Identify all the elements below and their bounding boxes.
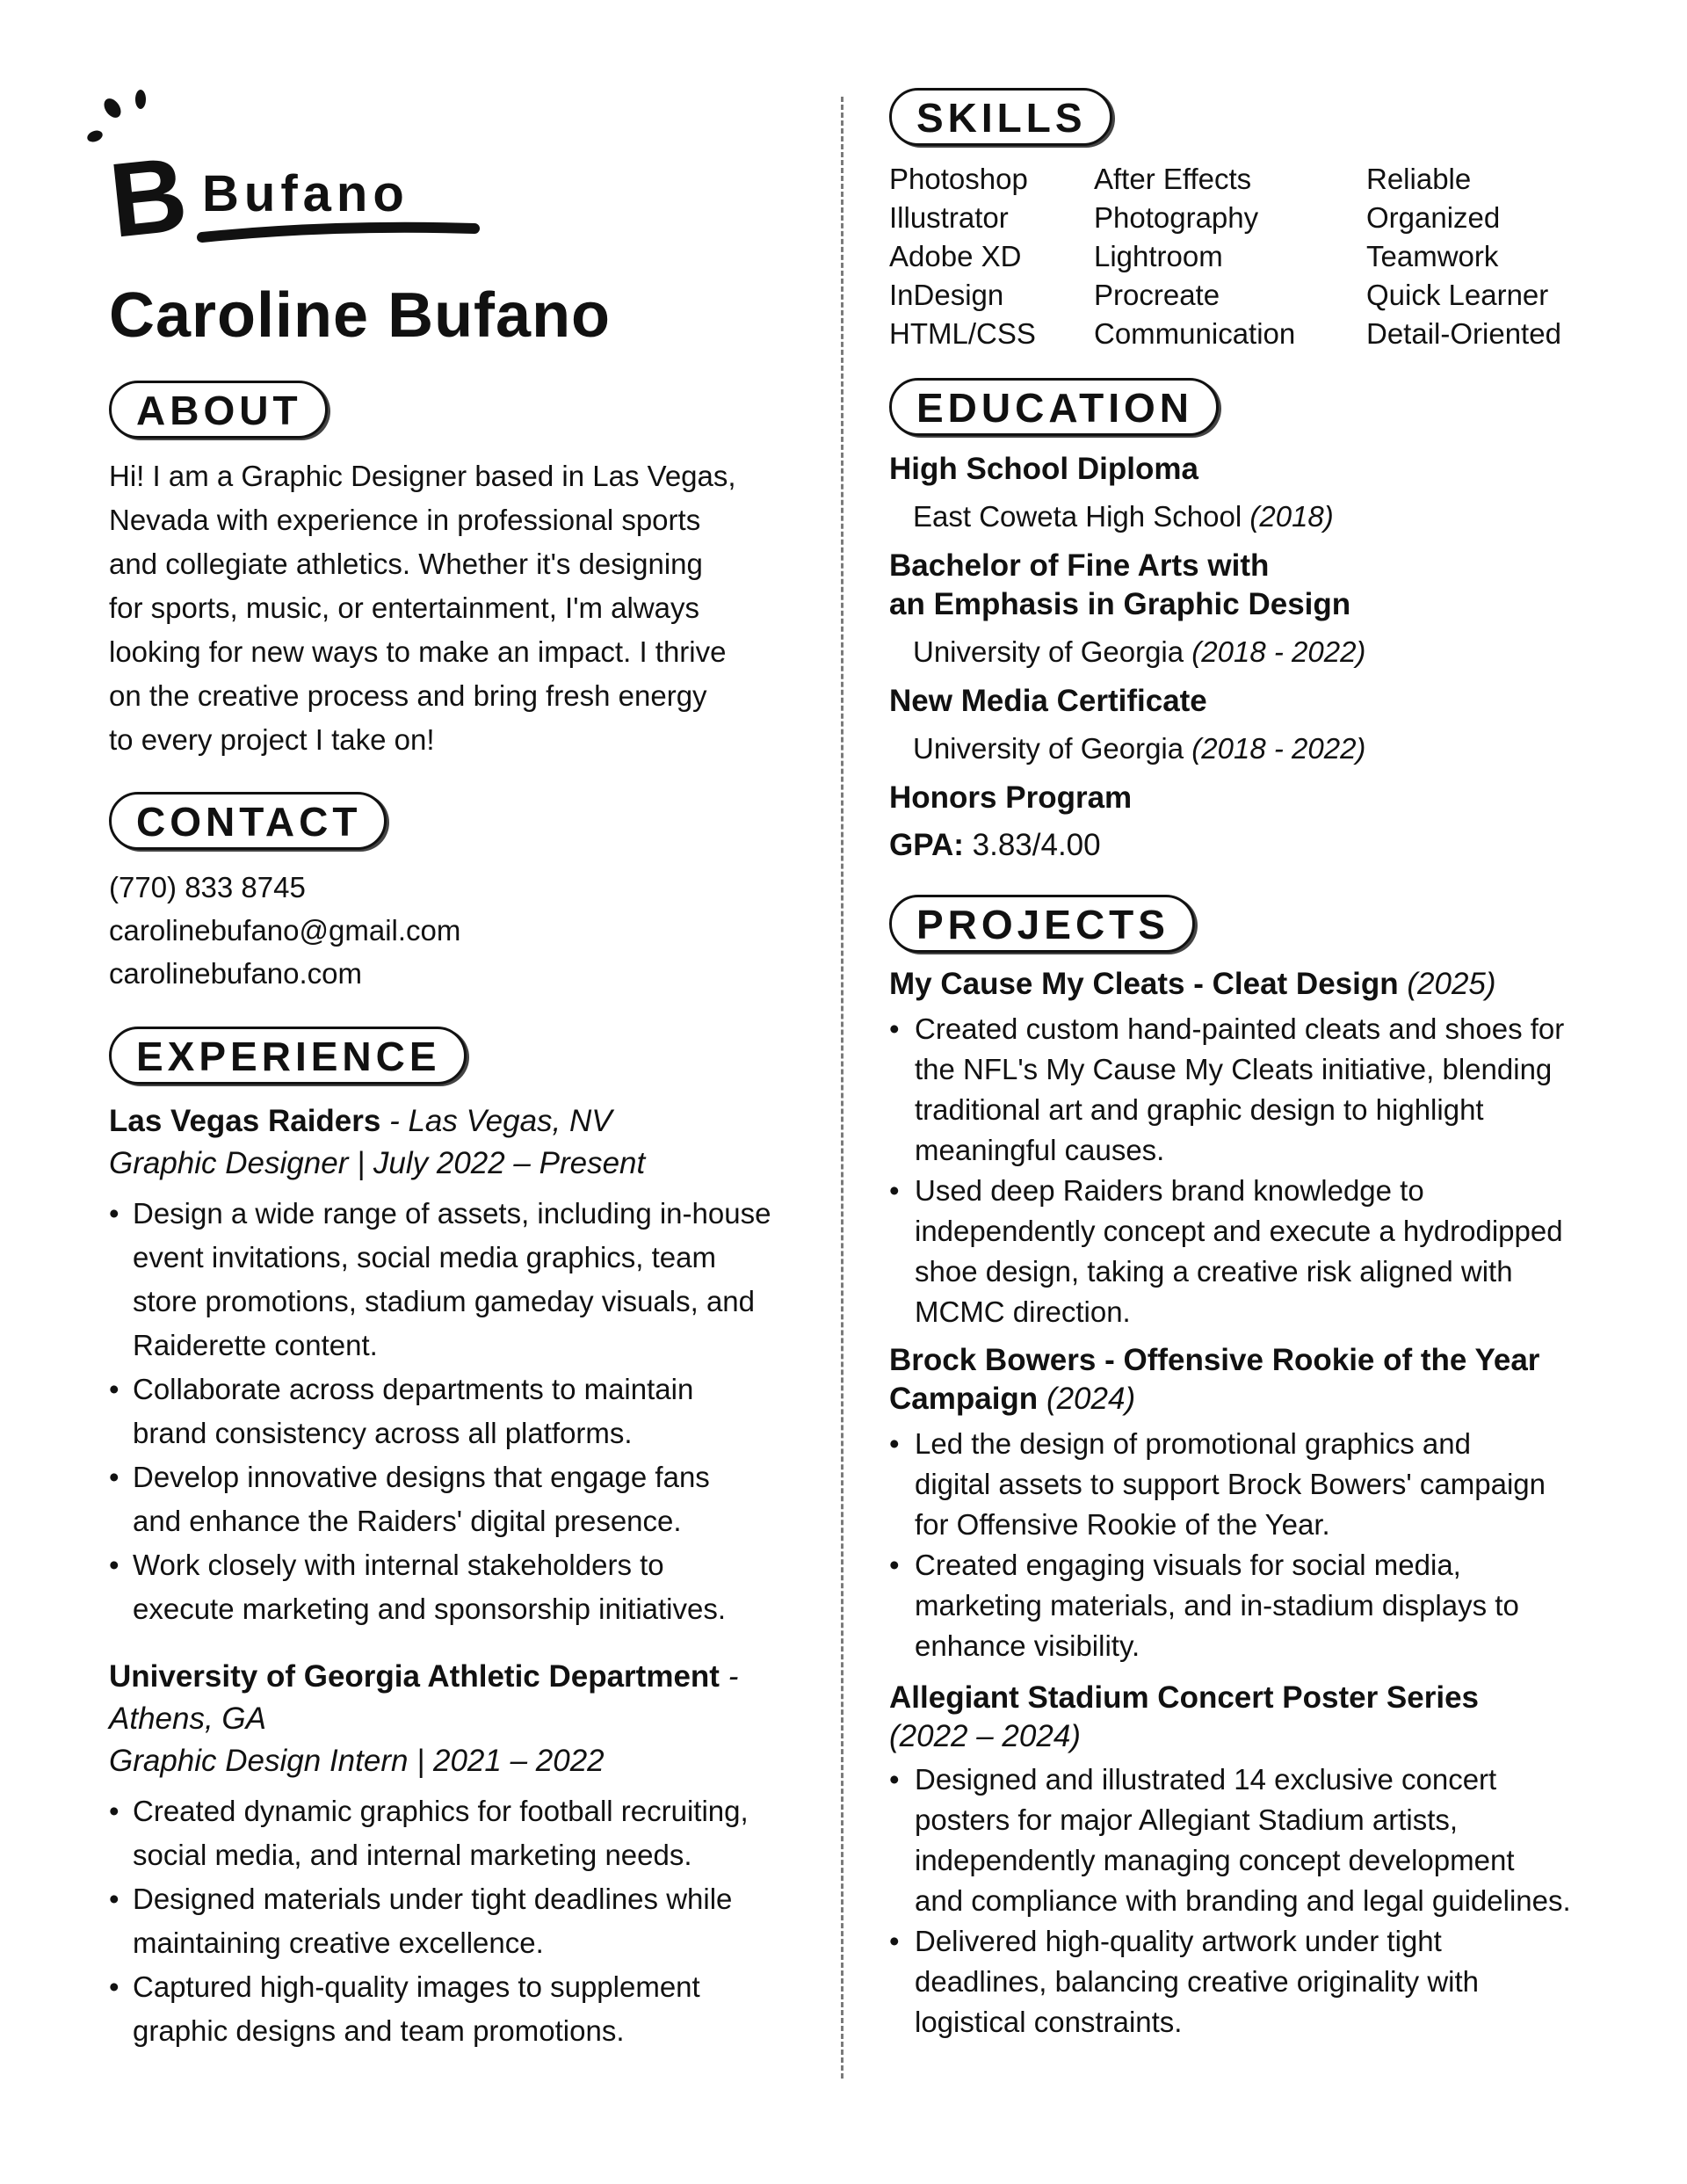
about-line: Nevada with experience in professional sports (109, 504, 701, 536)
skills-column (1366, 160, 1561, 353)
about-line: Hi! I am a Graphic Designer based in Las Vegas, (109, 460, 736, 492)
about-heading: ABOUT (109, 381, 328, 439)
skill-item: Detail-Oriented (1366, 317, 1561, 350)
project-year: (2022 – 2024) (889, 1719, 1081, 1753)
logo (70, 83, 483, 290)
edu-degree: an Emphasis in Graphic Design (889, 587, 1351, 621)
job-bullet: • Designed materials under tight deadlines while maintaining creative excellence. (109, 1877, 812, 1965)
project-title: Allegiant Stadium Concert Poster Series (889, 1680, 1480, 1715)
project-bullet: • Created custom hand-painted cleats and shoes for the NFL's My Cause My Cleats initiative, blending traditional art and graphic design to highlight meaningful causes. (889, 1009, 1636, 1171)
job-bullet: • Collaborate across departments to maintain brand consistency across all platforms. (109, 1368, 812, 1455)
contact-section (109, 792, 812, 995)
skill-item: Organized (1366, 201, 1501, 234)
edu-gpa: GPA: 3.83/4.00 (889, 828, 1101, 862)
logo-text: Bufano (202, 165, 409, 222)
skills-column (1094, 160, 1366, 353)
skills-heading: SKILLS (889, 88, 1112, 146)
skill-item: InDesign (889, 279, 1004, 311)
about-line: to every project I take on! (109, 723, 435, 756)
project-bullet: • Used deep Raiders brand knowledge to independently concept and execute a hydrodipped shoe design, taking a creative risk aligned with MCMC direction. (889, 1171, 1636, 1332)
edu-school: University of Georgia (2018 - 2022) (913, 732, 1366, 765)
logo-mark (70, 83, 483, 286)
edu-school: University of Georgia (2018 - 2022) (913, 635, 1366, 668)
skill-item: Teamwork (1366, 240, 1499, 272)
skills-section (889, 88, 1636, 353)
job-location-line: Athens, GA (109, 1701, 266, 1736)
project-bullet: • Designed and illustrated 14 exclusive concert posters for major Allegiant Stadium artists, independently managing concept development and compliance with branding and legal guidelines. (889, 1760, 1636, 1921)
about-line: for sports, music, or entertainment, I'm always (109, 591, 700, 624)
job-title (109, 1100, 812, 1143)
education-heading: EDUCATION (889, 378, 1219, 436)
education-section (889, 378, 1636, 865)
job-bullet: • Work closely with internal stakeholders to execute marketing and sponsorship initiatives. (109, 1543, 812, 1631)
skill-item: Photoshop (889, 163, 1028, 195)
candidate-name: Caroline Bufano (109, 280, 612, 351)
edu-school: East Coweta High School (2018) (913, 500, 1334, 533)
edu-degree: Bachelor of Fine Arts with (889, 548, 1270, 583)
about-line: on the creative process and bring fresh energy (109, 679, 707, 712)
skill-item: Procreate (1094, 279, 1220, 311)
project-bullet: • Delivered high-quality artwork under tight deadlines, balancing creative originality with logistical constraints. (889, 1921, 1636, 2043)
skill-item: HTML/CSS (889, 317, 1036, 350)
job-bullet: • Develop innovative designs that engage fans and enhance the Raiders' digital presence. (109, 1455, 812, 1543)
job-title (109, 1656, 812, 1698)
project-bullet: • Created engaging visuals for social media, marketing materials, and in-stadium displays to enhance visibility. (889, 1545, 1636, 1666)
job-company: University of Georgia Athletic Department (109, 1659, 720, 1694)
job-role: Graphic Designer | July 2022 – Present (109, 1146, 646, 1180)
skills-column (889, 160, 1094, 353)
about-line: and collegiate athletics. Whether it's designing (109, 548, 703, 580)
skill-item: Adobe XD (889, 240, 1022, 272)
experience-section (109, 1027, 812, 2053)
job-bullet: • Created dynamic graphics for football recruiting, social media, and internal marketing needs. (109, 1789, 812, 1877)
skill-item: After Effects (1094, 163, 1252, 195)
project-entry (889, 965, 1636, 1332)
skill-item: Illustrator (889, 201, 1009, 234)
about-line: looking for new ways to make an impact. I thrive (109, 635, 727, 668)
edu-degree: New Media Certificate (889, 684, 1207, 718)
skill-item: Quick Learner (1366, 279, 1549, 311)
project-entry (889, 1341, 1636, 1666)
job-bullet: • Design a wide range of assets, including in-house event invitations, social media graphics, team store promotions, stadium gameday visuals, and Raiderette content. (109, 1192, 812, 1368)
skill-item: Communication (1094, 317, 1296, 350)
job-bullet: • Captured high-quality images to supplement graphic designs and team promotions. (109, 1965, 812, 2053)
projects-heading: PROJECTS (889, 895, 1195, 953)
contact-website[interactable]: carolinebufano.com (109, 957, 363, 990)
job-location: - (719, 1659, 739, 1694)
column-divider (841, 97, 844, 2079)
job-entry (109, 1100, 812, 1631)
project-title: Campaign (2024) (889, 1382, 1136, 1416)
job-location: - Las Vegas, NV (380, 1104, 612, 1138)
job-company: Las Vegas Raiders (109, 1104, 381, 1138)
project-title: My Cause My Cleats - Cleat Design (2025) (889, 967, 1496, 1001)
skill-item: Lightroom (1094, 240, 1223, 272)
contact-phone[interactable]: (770) 833 8745 (109, 871, 306, 903)
about-section (109, 381, 812, 762)
contact-heading: CONTACT (109, 792, 387, 850)
job-role: Graphic Design Intern | 2021 – 2022 (109, 1744, 605, 1778)
skill-item: Photography (1094, 201, 1259, 234)
skill-item: Reliable (1366, 163, 1472, 195)
svg-text:B: B (104, 134, 192, 260)
project-bullet: • Led the design of promotional graphics and digital assets to support Brock Bowers' campaign for Offensive Rookie of the Year. (889, 1424, 1636, 1545)
contact-email[interactable]: carolinebufano@gmail.com (109, 914, 461, 947)
edu-degree: High School Diploma (889, 452, 1198, 486)
project-entry (889, 1679, 1636, 2043)
projects-section (889, 895, 1636, 2043)
project-title: Brock Bowers - Offensive Rookie of the Year (889, 1343, 1540, 1377)
edu-honors: Honors Program (889, 780, 1133, 815)
job-entry (109, 1656, 812, 2053)
experience-heading: EXPERIENCE (109, 1027, 467, 1085)
